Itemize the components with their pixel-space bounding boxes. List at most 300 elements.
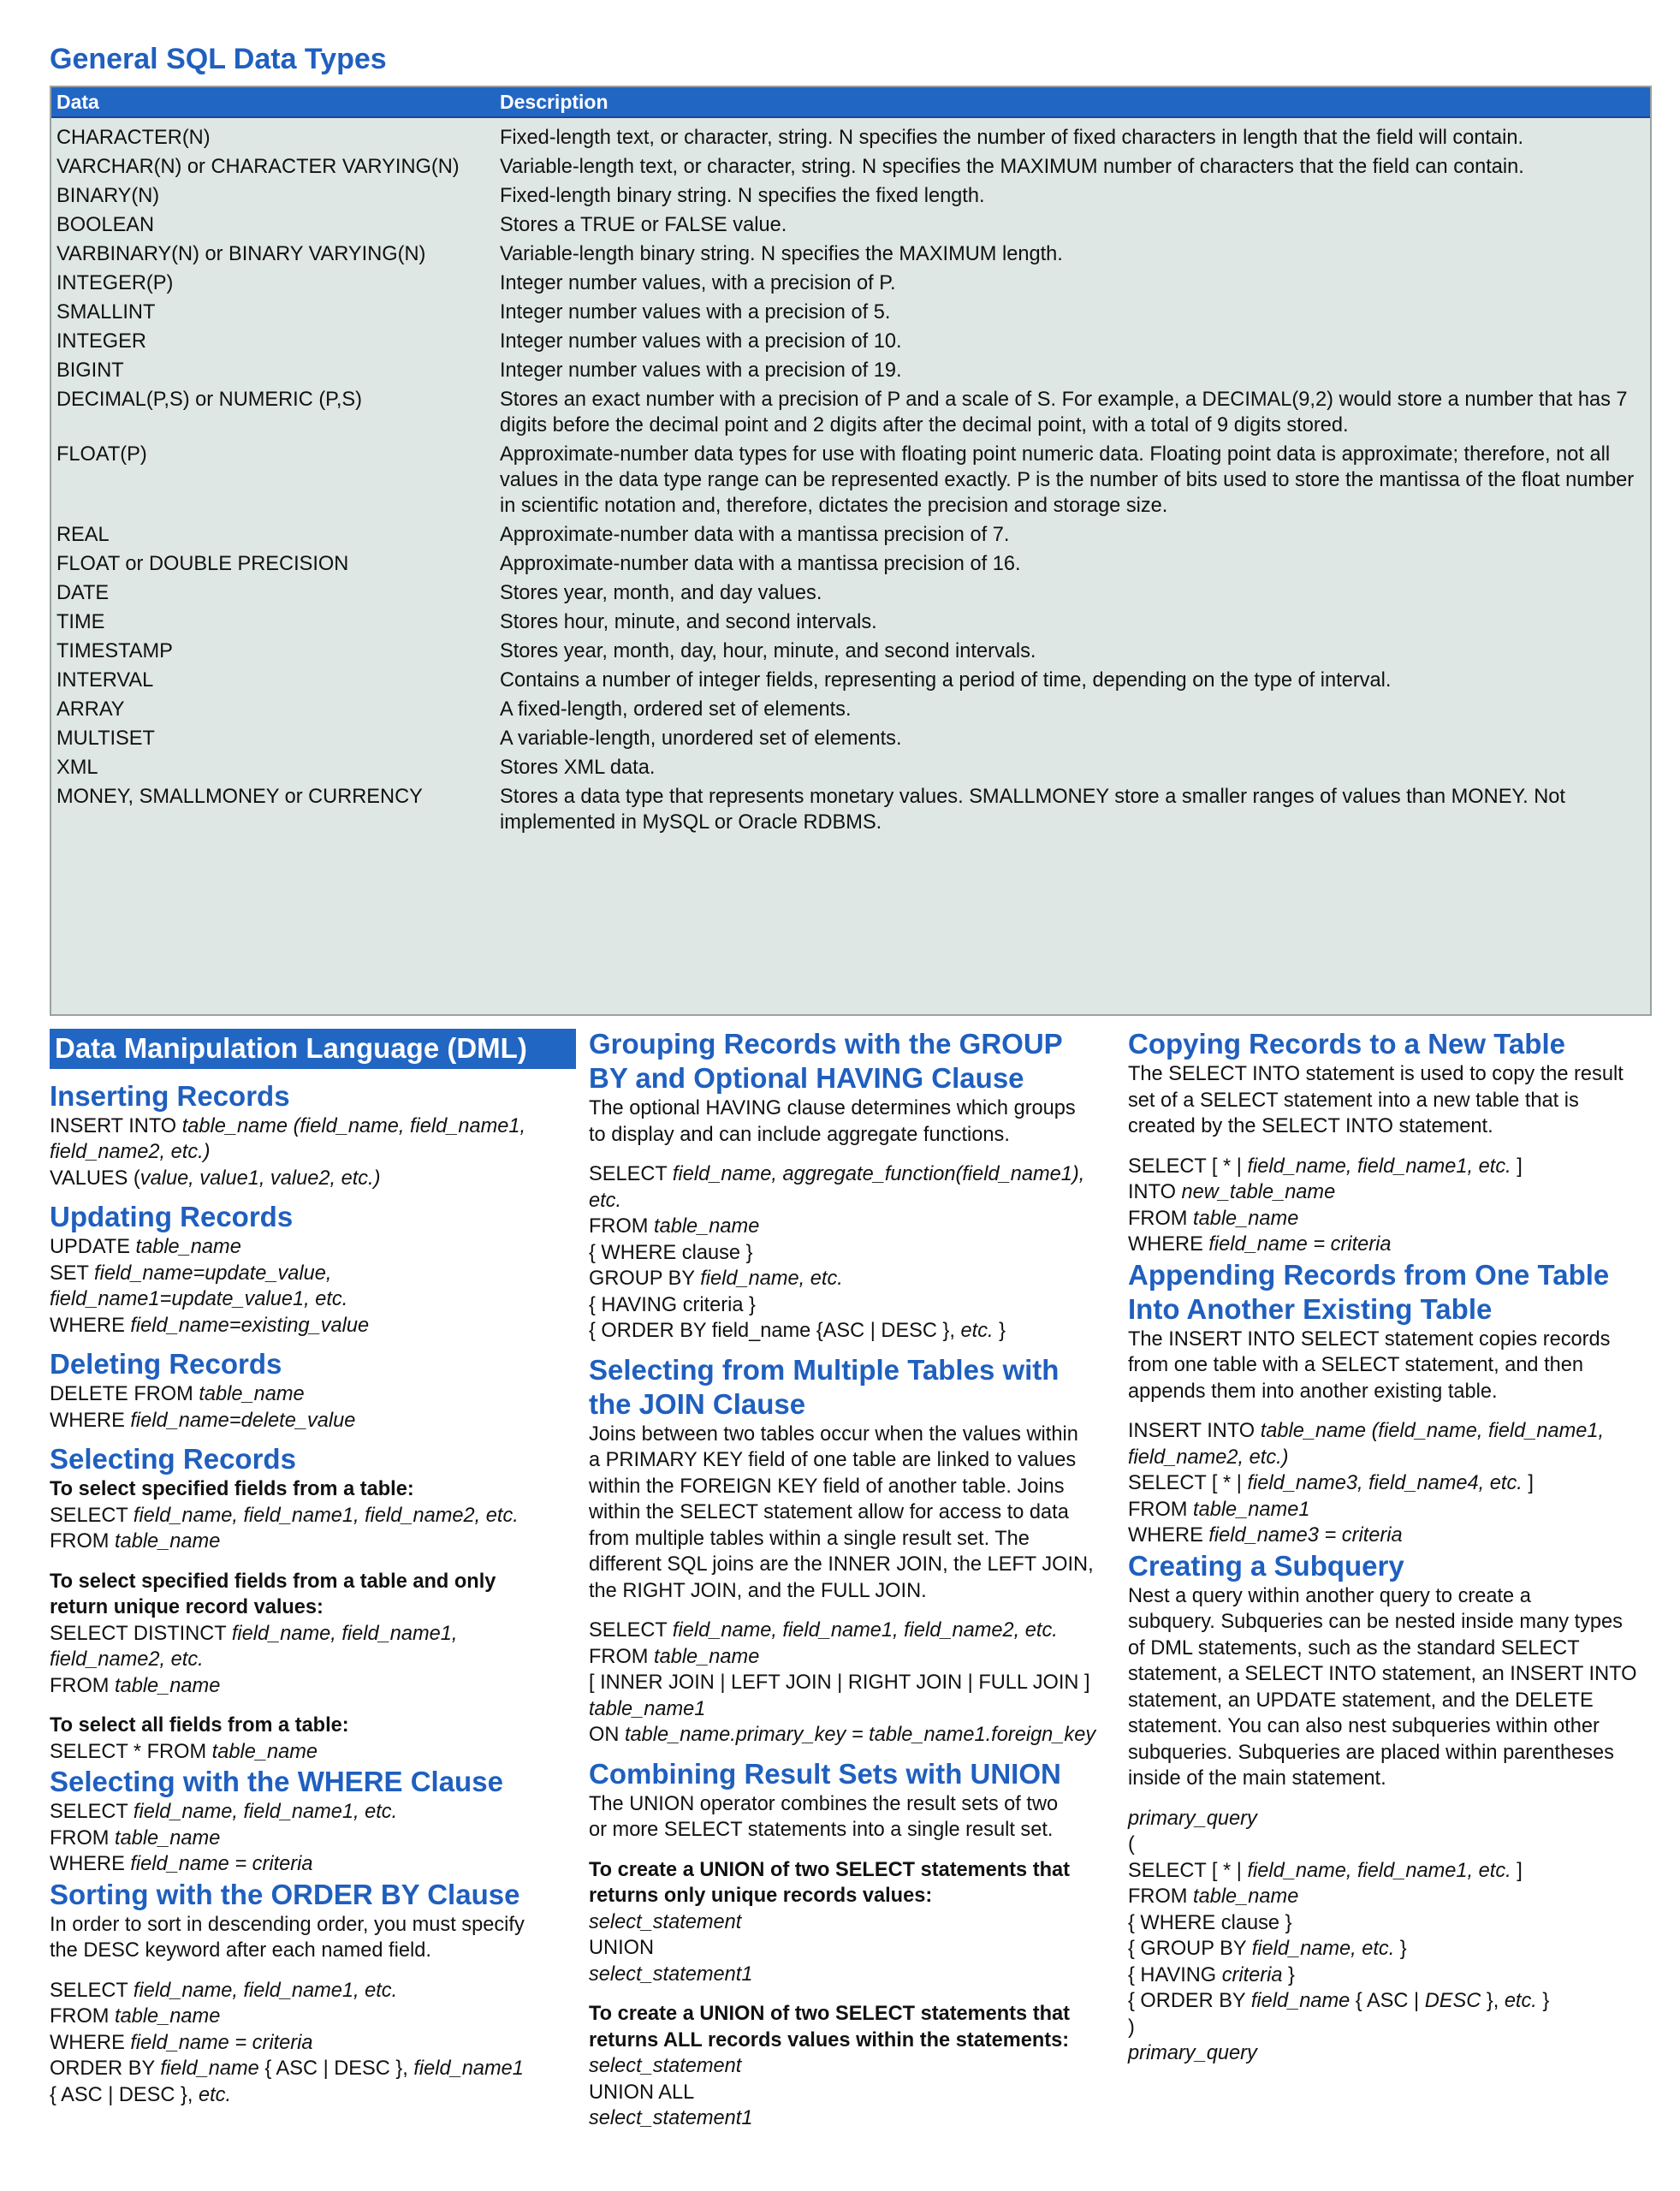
placeholder-text: table_name.primary_key = table_name1.foreign_key: [624, 1724, 1096, 1746]
section-heading: Selecting from Multiple Tables with: [589, 1353, 1060, 1386]
text-line: [1128, 1088, 1663, 1114]
text-line: [50, 1113, 576, 1140]
section-heading: Inserting Records: [50, 1079, 290, 1112]
placeholder-text: table_name1: [589, 1697, 706, 1720]
text-line: [1128, 1179, 1663, 1206]
text-line: [589, 1422, 1119, 1448]
cell-description: Stores year, month, day, hour, minute, and second intervals.: [500, 640, 1036, 662]
keyword-text: to display and can include aggregate functions.: [589, 1123, 1010, 1146]
placeholder-text: table_name (field_name, field_name1,: [181, 1114, 526, 1137]
keyword-text: { ASC |: [1350, 1990, 1425, 2012]
cell-data-type: ARRAY: [56, 698, 125, 721]
cell-data-type: MULTISET: [56, 727, 155, 750]
placeholder-text: field_name=update_value,: [94, 1262, 332, 1285]
text-line: [1128, 1688, 1663, 1714]
table-row: [51, 666, 1650, 695]
table-row: [51, 782, 1650, 837]
keyword-text: The SELECT INTO statement is used to copy the result: [1128, 1063, 1624, 1085]
text-line: [589, 1722, 1119, 1749]
keyword-text: }: [1282, 1963, 1295, 1986]
placeholder-text: field_name, field_name1, etc.: [133, 1801, 398, 1823]
text-line: [589, 1122, 1119, 1149]
column-left-body: [50, 1079, 576, 2109]
text-line: [50, 1261, 576, 1287]
keyword-text: SELECT: [589, 1163, 673, 1185]
cell-data-type: DATE: [56, 582, 110, 604]
placeholder-text: table_name: [135, 1236, 241, 1258]
table-row: [51, 327, 1650, 356]
section-heading: Sorting with the ORDER BY Clause: [50, 1878, 520, 1910]
keyword-text: from multiple tables within a single result set. The: [589, 1527, 1030, 1550]
table-row: [51, 385, 1650, 440]
keyword-text: ]: [1522, 1472, 1534, 1494]
text-line: [50, 1286, 576, 1313]
placeholder-text: table_name: [115, 1674, 221, 1697]
table-body: [51, 118, 1650, 837]
placeholder-text: table_name: [211, 1740, 318, 1763]
text-line: [1128, 1523, 1663, 1549]
placeholder-text: primary_query: [1128, 2042, 1257, 2064]
placeholder-text: etc.: [198, 2083, 232, 2106]
keyword-text: SELECT: [589, 1619, 673, 1642]
table-row: [51, 520, 1650, 549]
cell-description: Fixed-length binary string. N specifies the fixed length.: [500, 185, 985, 207]
section-heading: Copying Records to a New Table: [1128, 1028, 1565, 1060]
text-line: [1128, 1858, 1663, 1885]
placeholder-text: field_name, aggregate_function(field_name1),: [672, 1163, 1085, 1185]
text-line: [1128, 1470, 1663, 1497]
cell-data-type: VARBINARY(N) or BINARY VARYING(N): [56, 243, 426, 265]
spacer: [589, 1345, 1119, 1353]
keyword-text: }: [993, 1320, 1006, 1342]
keyword-text: subquery. Subqueries can be nested inside many types: [1128, 1611, 1623, 1633]
section-heading: the JOIN Clause: [589, 1387, 806, 1420]
placeholder-text: select_statement: [589, 2055, 742, 2077]
text-line: [1128, 1740, 1663, 1766]
placeholder-text: value, value1, value2, etc.): [140, 1167, 381, 1190]
placeholder-text: etc.: [960, 1320, 994, 1342]
table-row: [51, 269, 1650, 298]
spacer: [589, 1844, 1119, 1857]
subheading: To create a UNION of two SELECT statements that: [589, 1858, 1070, 1881]
cell-description: Variable-length binary string. N specifies the MAXIMUM length.: [500, 243, 1063, 265]
placeholder-text: primary_query: [1128, 1807, 1257, 1830]
text-line: [589, 1578, 1119, 1605]
table-row: [51, 240, 1650, 269]
keyword-text: FROM: [50, 2005, 116, 2028]
text-line: [1128, 1113, 1663, 1140]
keyword-text: The UNION operator combines the result sets of two: [589, 1792, 1059, 1815]
cell-data-type: INTEGER(P): [56, 272, 174, 294]
cell-description: Stores hour, minute, and second intervals.: [500, 611, 877, 633]
text-line: [1128, 1806, 1663, 1832]
data-types-table: [50, 86, 1652, 1016]
text-line: [1128, 1232, 1663, 1258]
placeholder-text: table_name: [654, 1645, 760, 1668]
keyword-text: The optional HAVING clause determines which groups: [589, 1097, 1076, 1119]
keyword-text: [ INNER JOIN | LEFT JOIN | RIGHT JOIN | FULL JOIN ]: [589, 1671, 1090, 1694]
section-heading: Creating a Subquery: [1128, 1549, 1404, 1582]
text-line: [589, 1909, 1119, 1936]
page-title: General SQL Data Types: [50, 43, 387, 75]
text-line: [1128, 1910, 1663, 1937]
cell-data-type: BIGINT: [56, 359, 124, 382]
text-line: [1128, 1936, 1663, 1962]
section-heading: Updating Records: [50, 1201, 294, 1232]
placeholder-text: field_name1=update_value1, etc.: [50, 1288, 348, 1310]
text-line: [589, 1791, 1119, 1818]
text-line: [589, 1935, 1119, 1962]
text-line: [1128, 1154, 1663, 1180]
keyword-text: statement. You can also nest subqueries within other: [1128, 1715, 1600, 1737]
keyword-text: FROM: [1128, 1498, 1194, 1521]
text-line: [1128, 1445, 1663, 1471]
cell-description: Approximate-number data with a mantissa precision of 7.: [500, 524, 1010, 546]
cell-description: Stores an exact number with a precision of P and a scale of S. For example, a DECIMAL(9,2) would store a number that has 7 digits before the decimal point and 2 digits after the decimal point, with a total of 9 digits stored.: [500, 389, 1628, 436]
cell-description: Approximate-number data types for use with floating point numeric data. Floating point data is approximate; therefore, not all values in the data type range can be represented exactly. P is the number of bits used to store the mantissa of the float number in scientific notation and, therefore, dictates the precision and storage size.: [500, 443, 1635, 517]
text-line: [589, 1214, 1119, 1240]
placeholder-text: field_name, etc.: [700, 1268, 843, 1290]
keyword-text: of DML statements, such as the standard SELECT: [1128, 1636, 1580, 1660]
table-row: [51, 695, 1650, 724]
keyword-text: },: [1481, 1990, 1505, 2012]
text-line: [589, 1526, 1119, 1553]
placeholder-text: select_statement1: [589, 2107, 753, 2129]
text-line: [589, 1670, 1119, 1696]
keyword-text: SELECT * FROM: [50, 1740, 212, 1763]
text-line: [1128, 2040, 1663, 2067]
keyword-text: FROM: [50, 1674, 116, 1697]
cell-description: A fixed-length, ordered set of elements.: [500, 698, 852, 721]
section-heading: Grouping Records with the GROUP: [589, 1028, 1063, 1060]
table-row: [51, 753, 1650, 782]
cell-description: A variable-length, unordered set of elements.: [500, 727, 902, 750]
text-line: [1128, 1379, 1663, 1405]
placeholder-text: select_statement: [589, 1910, 742, 1933]
cell-data-type: XML: [56, 757, 98, 779]
placeholder-text: field_name3, field_name4, etc.: [1247, 1472, 1523, 1494]
keyword-text: SELECT [ * |: [1128, 1859, 1248, 1882]
keyword-text: appends them into another existing table.: [1128, 1380, 1498, 1403]
keyword-text: { WHERE clause }: [589, 1241, 753, 1264]
section-heading: Into Another Existing Table: [1128, 1292, 1493, 1325]
text-line: [589, 1644, 1119, 1671]
keyword-text: within the FOREIGN KEY field of another table. Joins: [589, 1475, 1065, 1498]
placeholder-text: field_name3 = criteria: [1208, 1524, 1403, 1547]
text-line: [50, 1978, 576, 2004]
column-middle-body: [589, 1027, 1119, 2132]
keyword-text: FROM: [50, 1826, 116, 1850]
text-line: [1128, 1661, 1663, 1688]
text-line: [589, 2053, 1119, 2080]
subheading: To select all fields from a table:: [50, 1714, 349, 1737]
text-line: [589, 1499, 1119, 1526]
cell-data-type: CHARACTER(N): [56, 127, 211, 149]
cell-description: Integer number values with a precision of 10.: [500, 330, 902, 353]
cell-data-type: REAL: [56, 524, 110, 546]
keyword-text: The INSERT INTO SELECT statement copies records: [1128, 1327, 1611, 1351]
subheading: To create a UNION of two SELECT statements that: [589, 2003, 1070, 2025]
keyword-text: UNION ALL: [589, 2081, 695, 2104]
keyword-text: SELECT: [50, 1801, 134, 1823]
text-line: [50, 1166, 576, 1192]
cell-description: Approximate-number data with a mantissa precision of 16.: [500, 553, 1021, 575]
text-line: [50, 2030, 576, 2057]
section-heading: BY and Optional HAVING Clause: [589, 1062, 1024, 1094]
keyword-text: { ORDER BY field_name {ASC | DESC },: [589, 1320, 961, 1342]
placeholder-text: table_name: [115, 2005, 221, 2028]
keyword-text: (: [1128, 1833, 1135, 1856]
section-heading: Deleting Records: [50, 1348, 282, 1380]
cell-description: Stores XML data.: [500, 757, 656, 779]
cell-description: Integer number values with a precision of 5.: [500, 301, 891, 324]
keyword-text: FROM: [50, 1530, 116, 1553]
placeholder-text: table_name: [115, 1826, 221, 1850]
placeholder-text: field_name, field_name1,: [231, 1622, 458, 1645]
keyword-text: ): [1128, 2016, 1135, 2039]
keyword-text: ON: [589, 1724, 625, 1746]
section-heading: Appending Records from One Table: [1128, 1258, 1610, 1291]
text-line: [1128, 1352, 1663, 1379]
keyword-text: { ASC | DESC },: [50, 2083, 199, 2106]
text-line: [50, 1647, 576, 1673]
text-line: [50, 1408, 576, 1434]
keyword-text: INSERT INTO: [50, 1114, 182, 1137]
text-line: [589, 1817, 1119, 1844]
keyword-text: { HAVING: [1128, 1963, 1222, 1986]
placeholder-text: field_name = criteria: [130, 1853, 313, 1875]
spacer: [50, 1964, 576, 1978]
keyword-text: Nest a query within another query to create a: [1128, 1584, 1531, 1607]
placeholder-text: table_name: [115, 1530, 221, 1553]
text-line: [589, 1552, 1119, 1578]
cell-data-type: FLOAT(P): [56, 443, 147, 466]
cell-data-type: INTERVAL: [56, 669, 154, 692]
text-line: [50, 2004, 576, 2030]
placeholder-text: field_name, field_name1, etc.: [1247, 1155, 1511, 1178]
text-line: [1128, 1418, 1663, 1445]
keyword-text: }: [1536, 1990, 1550, 2012]
text-line: [50, 1621, 576, 1648]
cell-data-type: SMALLINT: [56, 301, 156, 324]
text-line: [1128, 1636, 1663, 1662]
text-line: [1128, 1206, 1663, 1232]
keyword-text: the DESC keyword after each named field.: [50, 1939, 431, 1962]
placeholder-text: DESC: [1424, 1990, 1481, 2012]
keyword-text: GROUP BY: [589, 1268, 701, 1290]
text-line: [589, 2105, 1119, 2132]
keyword-text: a PRIMARY KEY field of one table are linked to values: [589, 1449, 1077, 1471]
keyword-text: SELECT [ * |: [1128, 1155, 1248, 1178]
keyword-text: { HAVING criteria }: [589, 1293, 756, 1316]
text-line: [589, 1240, 1119, 1267]
text-line: [1128, 2015, 1663, 2041]
placeholder-text: field_name1: [413, 2057, 524, 2080]
placeholder-text: table_name (field_name, field_name1,: [1260, 1420, 1605, 1442]
cell-data-type: MONEY, SMALLMONEY or CURRENCY: [56, 786, 423, 808]
keyword-text: set of a SELECT statement into a new table that is: [1128, 1089, 1579, 1112]
text-line: [1128, 1766, 1663, 1792]
subheading: To select specified fields from a table and only: [50, 1570, 496, 1593]
table-row: [51, 440, 1650, 520]
placeholder-text: table_name: [1193, 1885, 1299, 1908]
keyword-text: SELECT: [50, 1979, 134, 2002]
keyword-text: INSERT INTO: [1128, 1420, 1261, 1442]
text-line: [1128, 1497, 1663, 1523]
placeholder-text: field_name, etc.: [1251, 1938, 1395, 1960]
column-right: [1128, 1027, 1663, 2067]
placeholder-text: select_statement1: [589, 1962, 753, 1986]
text-line: [589, 1318, 1119, 1345]
placeholder-text: field_name, field_name1, etc.: [1247, 1859, 1511, 1882]
placeholder-text: table_name: [1193, 1207, 1299, 1230]
placeholder-text: field_name = criteria: [130, 2031, 313, 2054]
cell-description: Integer number values, with a precision of P.: [500, 272, 896, 294]
text-line: [1128, 1061, 1663, 1088]
spacer: [589, 1604, 1119, 1618]
keyword-text: DELETE FROM: [50, 1383, 199, 1405]
table-row: [51, 549, 1650, 579]
keyword-text: FROM: [1128, 1885, 1194, 1908]
text-line: [589, 1447, 1119, 1474]
text-line: [589, 1292, 1119, 1319]
subheading: return unique record values:: [50, 1596, 324, 1618]
spacer: [50, 1434, 576, 1442]
table-row: [51, 637, 1650, 666]
keyword-text: { ORDER BY: [1128, 1990, 1251, 2012]
spacer: [50, 1191, 576, 1200]
spacer: [589, 1749, 1119, 1757]
placeholder-text: field_name: [160, 2057, 259, 2080]
placeholder-text: table_name: [199, 1383, 305, 1405]
keyword-text: VALUES (: [50, 1167, 140, 1190]
table-row: [51, 724, 1650, 753]
cell-data-type: TIME: [56, 611, 105, 633]
text-line: [589, 1161, 1119, 1188]
placeholder-text: field_name2, etc.: [50, 1648, 204, 1671]
column-left: [50, 1027, 576, 2108]
table-row: [51, 608, 1650, 637]
cell-data-type: FLOAT or DOUBLE PRECISION: [56, 553, 349, 575]
text-line: [50, 1139, 576, 1166]
text-line: [589, 1696, 1119, 1723]
text-line: [1128, 1988, 1663, 2015]
keyword-text: ORDER BY: [50, 2057, 161, 2080]
keyword-text: WHERE: [50, 1314, 131, 1337]
text-line: [50, 2056, 576, 2082]
keyword-text: ]: [1511, 1155, 1523, 1178]
text-line: [50, 1381, 576, 1408]
cell-description: Integer number values with a precision of 19.: [500, 359, 902, 382]
text-line: [50, 1799, 576, 1826]
keyword-text: { ASC | DESC },: [258, 2057, 414, 2080]
text-line: [589, 1962, 1119, 1988]
column-middle: [589, 1027, 1119, 2132]
cell-data-type: BINARY(N): [56, 185, 160, 207]
table-row: [51, 356, 1650, 385]
text-line: [1128, 1583, 1663, 1610]
keyword-text: WHERE: [50, 1409, 131, 1432]
keyword-text: Joins between two tables occur when the values within: [589, 1422, 1078, 1446]
dml-banner: Data Manipulation Language (DML): [50, 1029, 576, 1069]
placeholder-text: field_name2, etc.): [50, 1141, 211, 1163]
keyword-text: from one table with a SELECT statement, and then: [1128, 1354, 1584, 1376]
keyword-text: within the SELECT statement allow for access to data: [589, 1501, 1069, 1523]
placeholder-text: field_name2, etc.): [1128, 1446, 1289, 1469]
text-line: [50, 1234, 576, 1261]
text-line: [1128, 1713, 1663, 1740]
text-line: [589, 1618, 1119, 1644]
text-line: [1128, 1609, 1663, 1636]
placeholder-text: field_name, field_name1, field_name2, etc.: [672, 1619, 1058, 1642]
keyword-text: }: [1394, 1938, 1407, 1960]
cell-data-type: DECIMAL(P,S) or NUMERIC (P,S): [56, 389, 363, 411]
keyword-text: statement, a SELECT INTO statement, an INSERT INTO: [1128, 1663, 1637, 1685]
spacer: [1128, 1140, 1663, 1154]
cell-data-type: VARCHAR(N) or CHARACTER VARYING(N): [56, 156, 460, 178]
subheading: To select specified fields from a table:: [50, 1478, 414, 1500]
keyword-text: FROM: [1128, 1207, 1194, 1230]
spacer: [589, 1148, 1119, 1161]
text-line: [589, 1266, 1119, 1292]
placeholder-text: field_name, field_name1, etc.: [133, 1979, 398, 2002]
cell-description: Contains a number of integer fields, representing a period of time, depending on the type of interval.: [500, 669, 1392, 692]
spacer: [50, 1555, 576, 1569]
text-line: [50, 1851, 576, 1878]
text-line: [50, 1503, 576, 1529]
keyword-text: created by the SELECT INTO statement.: [1128, 1115, 1493, 1137]
text-line: [50, 1673, 576, 1700]
text-line: [1128, 1962, 1663, 1989]
text-line: [50, 1739, 576, 1766]
spacer: [1128, 1792, 1663, 1806]
text-line: [589, 1474, 1119, 1500]
text-line: [1128, 1884, 1663, 1910]
text-line: [1128, 1327, 1663, 1353]
keyword-text: UNION: [589, 1937, 655, 1959]
spacer: [50, 1699, 576, 1713]
placeholder-text: field_name = criteria: [1208, 1233, 1392, 1256]
keyword-text: UPDATE: [50, 1236, 136, 1258]
subheading: returns ALL records values within the statements:: [589, 2028, 1070, 2051]
subheading: returns only unique records values:: [589, 1885, 933, 1907]
placeholder-text: table_name1: [1193, 1498, 1310, 1521]
cell-data-type: TIMESTAMP: [56, 640, 173, 662]
keyword-text: In order to sort in descending order, you must specify: [50, 1913, 525, 1936]
keyword-text: different SQL joins are the INNER JOIN, the LEFT JOIN,: [589, 1553, 1094, 1576]
text-line: [50, 1529, 576, 1555]
keyword-text: FROM: [589, 1645, 655, 1668]
table-row: [51, 181, 1650, 211]
section-heading: Combining Result Sets with UNION: [589, 1757, 1061, 1790]
keyword-text: FROM: [589, 1215, 655, 1238]
text-line: [50, 1826, 576, 1852]
text-line: [589, 2080, 1119, 2106]
keyword-text: the RIGHT JOIN, and the FULL JOIN.: [589, 1579, 927, 1602]
text-line: [589, 1188, 1119, 1214]
keyword-text: { WHERE clause }: [1128, 1911, 1292, 1934]
keyword-text: statement, an UPDATE statement, and the DELETE: [1128, 1689, 1594, 1712]
keyword-text: or more SELECT statements into a single result set.: [589, 1819, 1054, 1841]
column-right-body: [1128, 1027, 1663, 2067]
header-data: Data: [56, 90, 99, 113]
keyword-text: subqueries. Subqueries are placed within parentheses: [1128, 1741, 1614, 1764]
text-line: [589, 1096, 1119, 1122]
table-row: [51, 118, 1650, 152]
section-heading: Selecting Records: [50, 1443, 296, 1475]
cell-description: Fixed-length text, or character, string. N specifies the number of fixed characters in length that the field will contain.: [500, 127, 1524, 149]
placeholder-text: table_name: [654, 1215, 760, 1238]
